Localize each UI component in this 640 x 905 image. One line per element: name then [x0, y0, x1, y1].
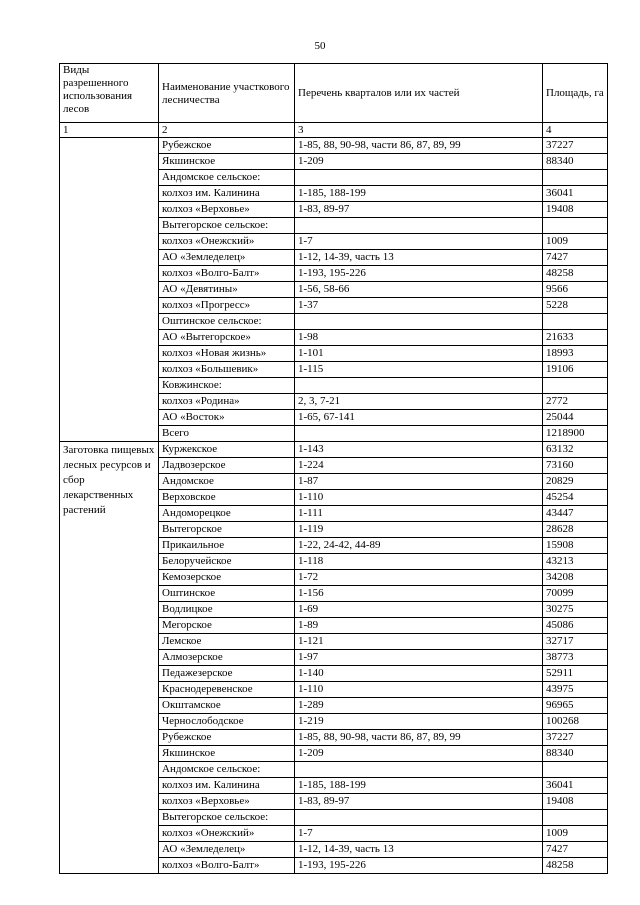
forestry-name-cell: колхоз «Онежский»	[159, 234, 295, 250]
area-cell	[543, 810, 608, 826]
quarters-cell: 1-209	[295, 154, 543, 170]
quarters-cell: 1-193, 195-226	[295, 266, 543, 282]
quarters-cell	[295, 426, 543, 442]
quarters-cell: 1-22, 24-42, 44-89	[295, 538, 543, 554]
header-area: Площадь, га	[543, 64, 608, 123]
quarters-cell: 1-72	[295, 570, 543, 586]
area-cell: 38773	[543, 650, 608, 666]
quarters-cell: 1-87	[295, 474, 543, 490]
quarters-cell: 1-97	[295, 650, 543, 666]
area-cell	[543, 314, 608, 330]
forestry-name-cell: Якшинское	[159, 154, 295, 170]
forestry-name-cell: Якшинское	[159, 746, 295, 762]
quarters-cell: 1-101	[295, 346, 543, 362]
quarters-cell: 1-12, 14-39, часть 13	[295, 842, 543, 858]
forestry-name-cell: АО «Восток»	[159, 410, 295, 426]
forestry-name-cell: Кемозерское	[159, 570, 295, 586]
area-cell: 9566	[543, 282, 608, 298]
forestry-name-cell: колхоз «Верховье»	[159, 202, 295, 218]
forestry-name-cell: Рубежское	[159, 730, 295, 746]
quarters-cell: 1-121	[295, 634, 543, 650]
forestry-name-cell: колхоз «Волго-Балт»	[159, 858, 295, 874]
forestry-name-cell: Педажезерское	[159, 666, 295, 682]
quarters-cell: 1-156	[295, 586, 543, 602]
area-cell: 1009	[543, 826, 608, 842]
forestry-name-cell: колхоз им. Калинина	[159, 778, 295, 794]
column-number-row	[60, 123, 608, 138]
area-cell: 88340	[543, 746, 608, 762]
quarters-cell: 1-98	[295, 330, 543, 346]
quarters-cell: 1-89	[295, 618, 543, 634]
forestry-name-cell: колхоз «Прогресс»	[159, 298, 295, 314]
area-cell: 19106	[543, 362, 608, 378]
quarters-cell	[295, 218, 543, 234]
column-number: 1	[60, 123, 159, 138]
area-cell: 37227	[543, 138, 608, 154]
usage-category-cell	[60, 138, 159, 442]
usage-category-cell: Заготовка пищевых лесных ресурсов и сбор лекарственных растений	[60, 442, 159, 874]
forestry-name-cell: Вытегорское	[159, 522, 295, 538]
quarters-cell: 1-140	[295, 666, 543, 682]
table-row	[60, 442, 608, 458]
quarters-cell: 1-56, 58-66	[295, 282, 543, 298]
forestry-name-cell: Куржекское	[159, 442, 295, 458]
area-cell: 2772	[543, 394, 608, 410]
area-cell	[543, 762, 608, 778]
quarters-cell: 1-119	[295, 522, 543, 538]
quarters-cell: 1-65, 67-141	[295, 410, 543, 426]
forestry-name-cell: Верховское	[159, 490, 295, 506]
header-quarters-list: Перечень кварталов или их частей	[295, 64, 543, 123]
quarters-cell: 1-69	[295, 602, 543, 618]
quarters-cell: 1-193, 195-226	[295, 858, 543, 874]
forestry-name-cell: колхоз «Новая жизнь»	[159, 346, 295, 362]
area-cell: 96965	[543, 698, 608, 714]
forestry-name-cell: Всего	[159, 426, 295, 442]
quarters-cell	[295, 170, 543, 186]
area-cell: 34208	[543, 570, 608, 586]
forestry-name-cell: Белоручейское	[159, 554, 295, 570]
quarters-cell: 1-224	[295, 458, 543, 474]
quarters-cell: 1-209	[295, 746, 543, 762]
area-cell: 18993	[543, 346, 608, 362]
quarters-cell: 2, 3, 7-21	[295, 394, 543, 410]
forestry-name-cell: Андоморецкое	[159, 506, 295, 522]
quarters-cell: 1-118	[295, 554, 543, 570]
area-cell: 25044	[543, 410, 608, 426]
forestry-name-cell: Мегорское	[159, 618, 295, 634]
quarters-cell: 1-111	[295, 506, 543, 522]
area-cell: 48258	[543, 266, 608, 282]
forestry-name-cell: АО «Земледелец»	[159, 842, 295, 858]
quarters-cell: 1-185, 188-199	[295, 778, 543, 794]
area-cell: 19408	[543, 202, 608, 218]
forestry-name-cell: Ковжинское:	[159, 378, 295, 394]
quarters-cell: 1-85, 88, 90-98, части 86, 87, 89, 99	[295, 730, 543, 746]
forestry-name-cell: колхоз «Родина»	[159, 394, 295, 410]
quarters-cell	[295, 378, 543, 394]
area-cell: 1218900	[543, 426, 608, 442]
forestry-table	[59, 63, 608, 874]
forestry-name-cell: колхоз «Верховье»	[159, 794, 295, 810]
area-cell: 43975	[543, 682, 608, 698]
forestry-name-cell: Краснодеревенское	[159, 682, 295, 698]
area-cell: 21633	[543, 330, 608, 346]
area-cell: 30275	[543, 602, 608, 618]
area-cell: 73160	[543, 458, 608, 474]
area-cell: 7427	[543, 250, 608, 266]
area-cell: 19408	[543, 794, 608, 810]
area-cell: 100268	[543, 714, 608, 730]
quarters-cell: 1-289	[295, 698, 543, 714]
column-number: 4	[543, 123, 608, 138]
forestry-name-cell: колхоз им. Калинина	[159, 186, 295, 202]
area-cell: 15908	[543, 538, 608, 554]
table-header-row	[60, 64, 608, 123]
page-number: 50	[314, 40, 326, 52]
area-cell: 5228	[543, 298, 608, 314]
forestry-name-cell: Окштамское	[159, 698, 295, 714]
header-forestry-name: Наименование участкового лесничества	[159, 64, 295, 123]
area-cell: 63132	[543, 442, 608, 458]
quarters-cell: 1-143	[295, 442, 543, 458]
quarters-cell: 1-185, 188-199	[295, 186, 543, 202]
quarters-cell: 1-110	[295, 682, 543, 698]
forestry-name-cell: Лемское	[159, 634, 295, 650]
forestry-name-cell: колхоз «Волго-Балт»	[159, 266, 295, 282]
area-cell: 48258	[543, 858, 608, 874]
quarters-cell: 1-7	[295, 826, 543, 842]
column-number: 2	[159, 123, 295, 138]
area-cell: 7427	[543, 842, 608, 858]
forestry-name-cell: Оштинское	[159, 586, 295, 602]
area-cell: 88340	[543, 154, 608, 170]
quarters-cell: 1-219	[295, 714, 543, 730]
quarters-cell: 1-7	[295, 234, 543, 250]
forestry-name-cell: Рубежское	[159, 138, 295, 154]
forestry-name-cell: Водлицкое	[159, 602, 295, 618]
area-cell	[543, 378, 608, 394]
quarters-cell: 1-83, 89-97	[295, 794, 543, 810]
forestry-name-cell: Чернослободское	[159, 714, 295, 730]
forestry-name-cell: Андомское сельское:	[159, 762, 295, 778]
area-cell	[543, 170, 608, 186]
area-cell: 36041	[543, 186, 608, 202]
forestry-name-cell: АО «Девятины»	[159, 282, 295, 298]
area-cell: 43213	[543, 554, 608, 570]
forestry-name-cell: Андомское сельское:	[159, 170, 295, 186]
area-cell: 32717	[543, 634, 608, 650]
area-cell: 1009	[543, 234, 608, 250]
quarters-cell: 1-37	[295, 298, 543, 314]
area-cell: 70099	[543, 586, 608, 602]
forestry-name-cell: АО «Вытегорское»	[159, 330, 295, 346]
forestry-name-cell: Оштинское сельское:	[159, 314, 295, 330]
forestry-name-cell: Андомское	[159, 474, 295, 490]
area-cell	[543, 218, 608, 234]
area-cell: 52911	[543, 666, 608, 682]
quarters-cell: 1-85, 88, 90-98, части 86, 87, 89, 99	[295, 138, 543, 154]
forestry-name-cell: Алмозерское	[159, 650, 295, 666]
area-cell: 45254	[543, 490, 608, 506]
area-cell: 28628	[543, 522, 608, 538]
area-cell: 37227	[543, 730, 608, 746]
quarters-cell: 1-83, 89-97	[295, 202, 543, 218]
quarters-cell	[295, 314, 543, 330]
area-cell: 36041	[543, 778, 608, 794]
forestry-name-cell: колхоз «Большевик»	[159, 362, 295, 378]
quarters-cell	[295, 810, 543, 826]
quarters-cell: 1-12, 14-39, часть 13	[295, 250, 543, 266]
column-number: 3	[295, 123, 543, 138]
area-cell: 45086	[543, 618, 608, 634]
table-row	[60, 138, 608, 154]
quarters-cell	[295, 762, 543, 778]
area-cell: 43447	[543, 506, 608, 522]
forestry-name-cell: Вытегорское сельское:	[159, 810, 295, 826]
forestry-name-cell: Ладвозерское	[159, 458, 295, 474]
header-usage-types: Виды разрешенного использования лесов	[60, 64, 159, 123]
quarters-cell: 1-115	[295, 362, 543, 378]
area-cell: 20829	[543, 474, 608, 490]
quarters-cell: 1-110	[295, 490, 543, 506]
forestry-name-cell: Вытегорское сельское:	[159, 218, 295, 234]
forestry-name-cell: Прикаильное	[159, 538, 295, 554]
forestry-name-cell: колхоз «Онежский»	[159, 826, 295, 842]
forestry-name-cell: АО «Земледелец»	[159, 250, 295, 266]
